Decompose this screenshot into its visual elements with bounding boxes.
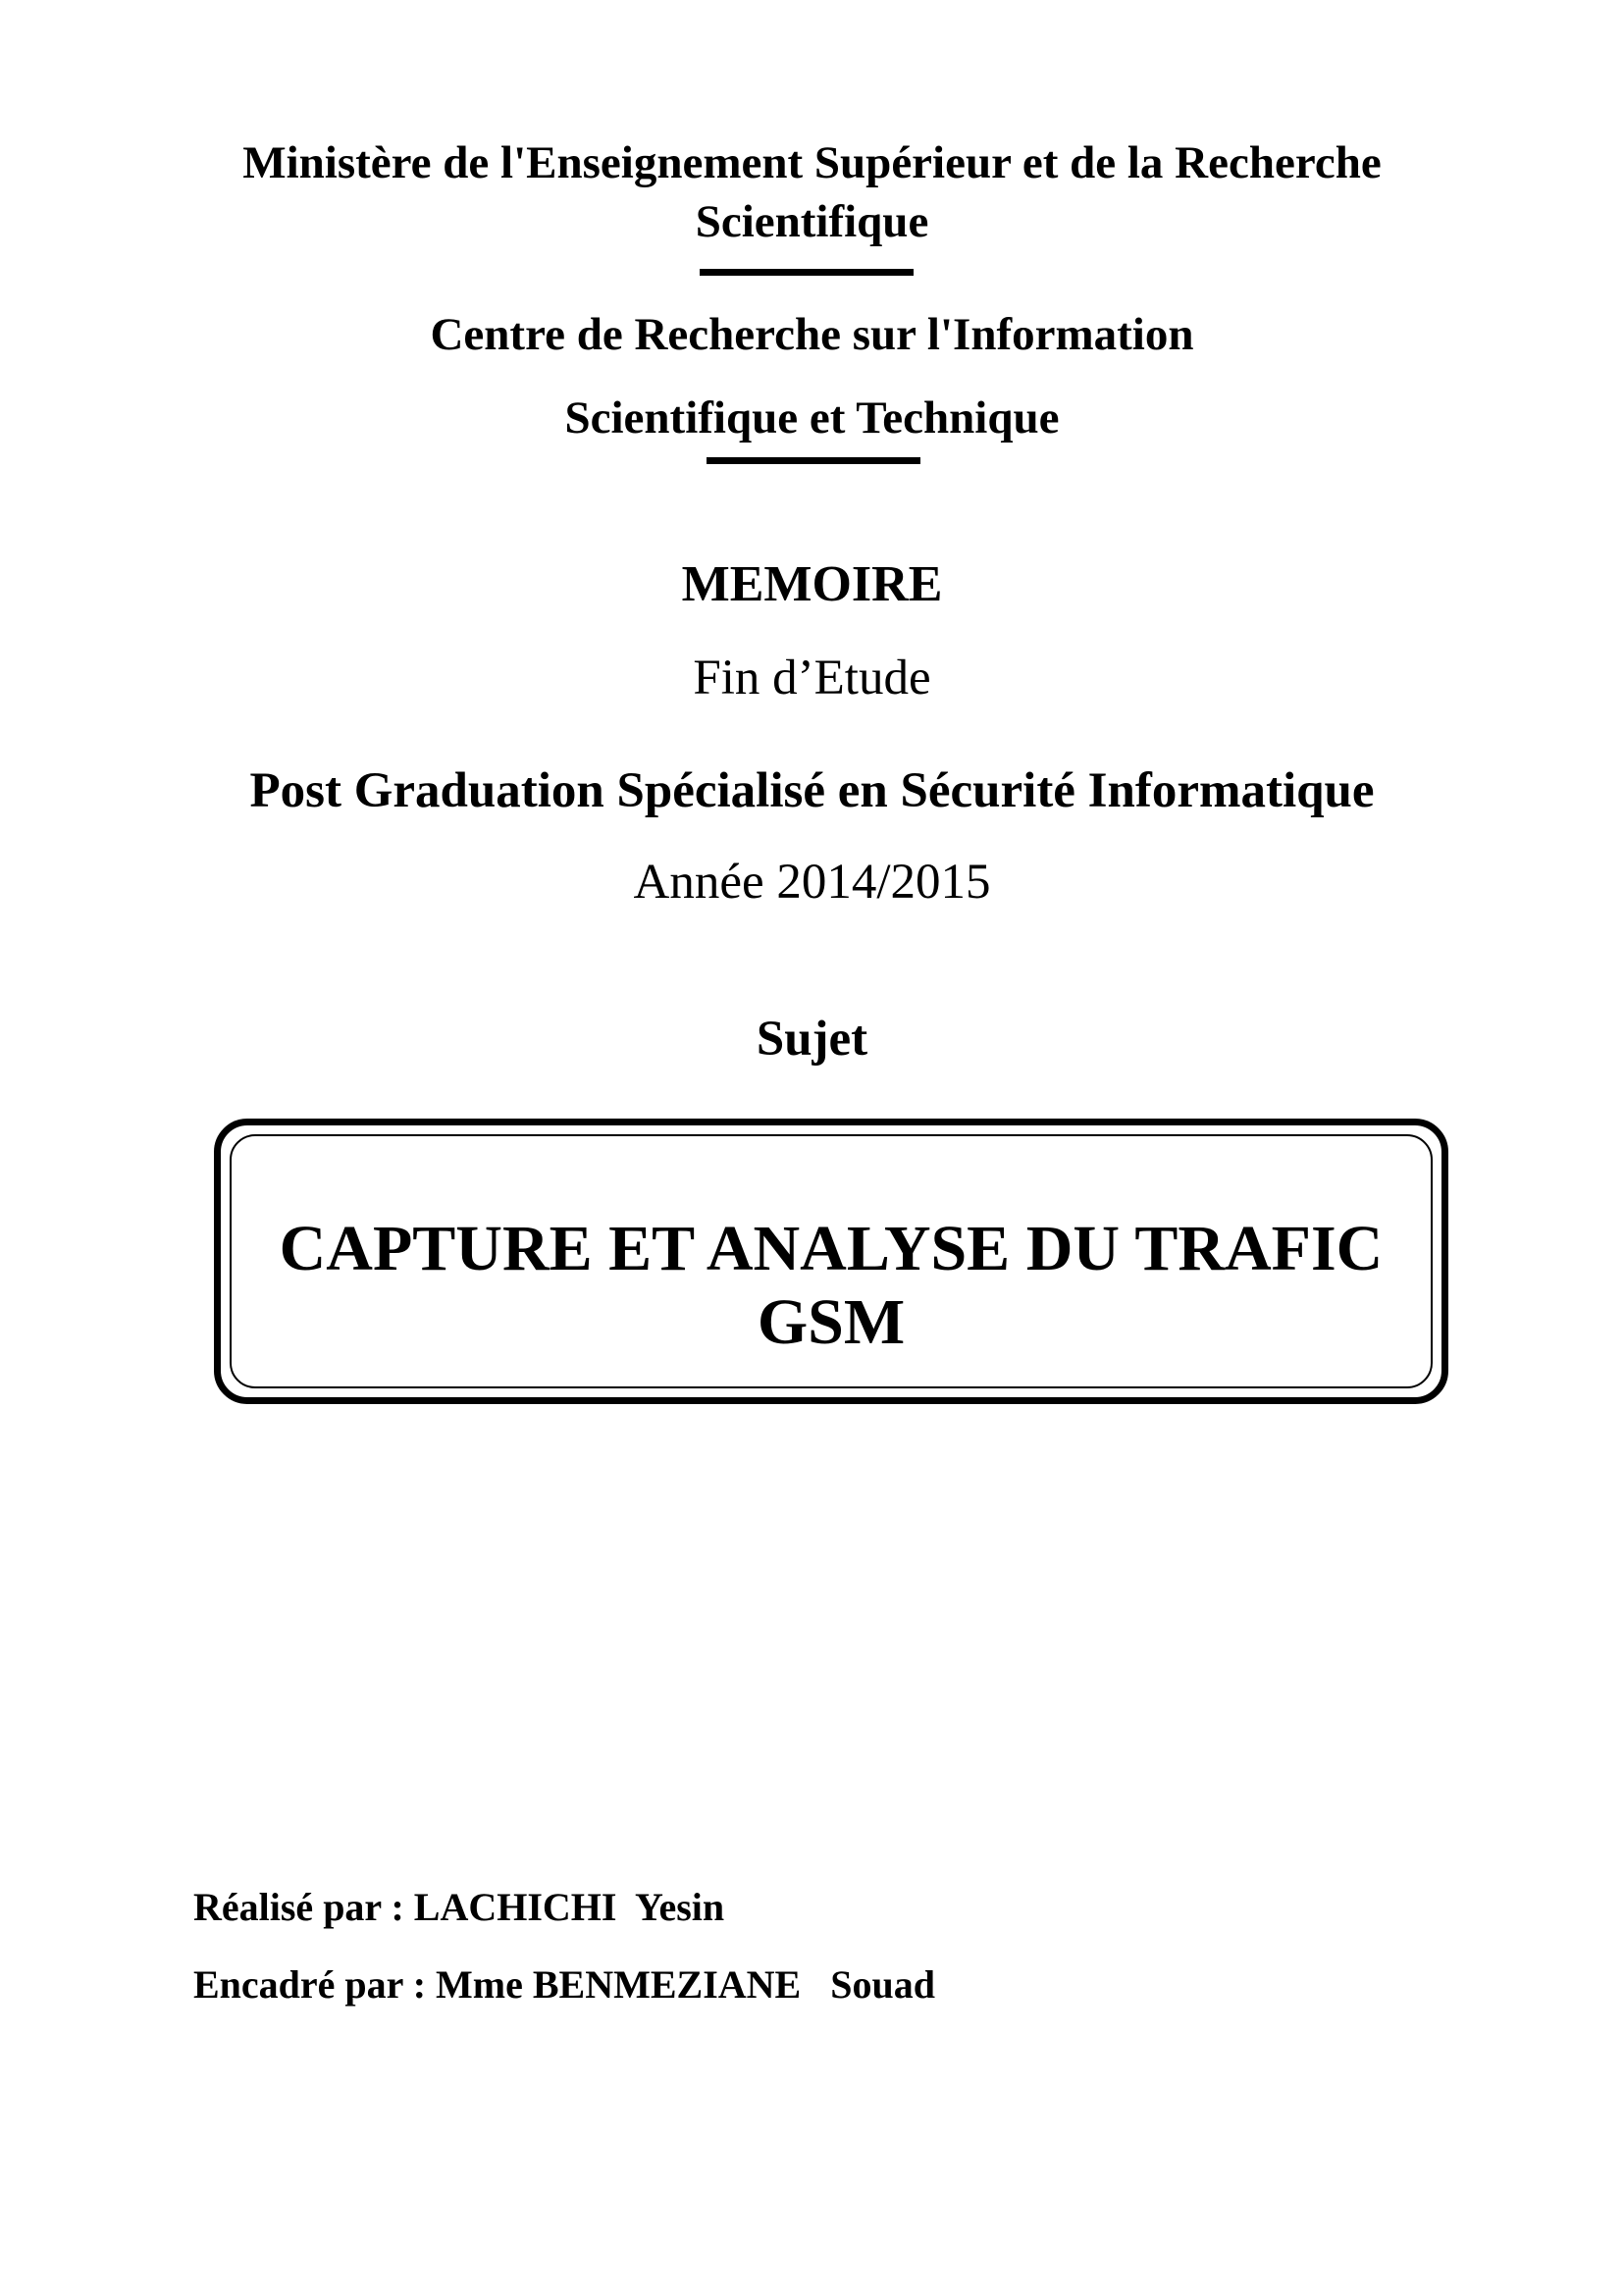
header-divider-2 [707,457,920,464]
academic-year: Année 2014/2015 [633,855,991,910]
author-credit: Réalisé par : LACHICHI Yesin [193,1885,725,1929]
ministry-line-1: Ministère de l'Enseignement Supérieur et de la Recherche [242,137,1382,188]
thesis-subtype: Fin d’Etude [693,651,931,705]
thesis-title-line-1: CAPTURE ET ANALYSE DU TRAFIC [279,1213,1384,1284]
header-divider-1 [700,269,914,276]
ministry-line-2: Scientifique [695,196,929,247]
title-frame [214,1119,1448,1404]
center-line-2: Scientifique et Technique [564,392,1060,444]
supervisor-credit: Encadré par : Mme BENMEZIANE Souad [193,1962,935,2007]
thesis-type: MEMOIRE [681,556,943,612]
subject-label: Sujet [756,1012,868,1067]
thesis-title-line-2: GSM [757,1286,906,1358]
program-name: Post Graduation Spécialisé en Sécurité Informatique [249,763,1375,818]
center-line-1: Centre de Recherche sur l'Information [430,309,1194,360]
